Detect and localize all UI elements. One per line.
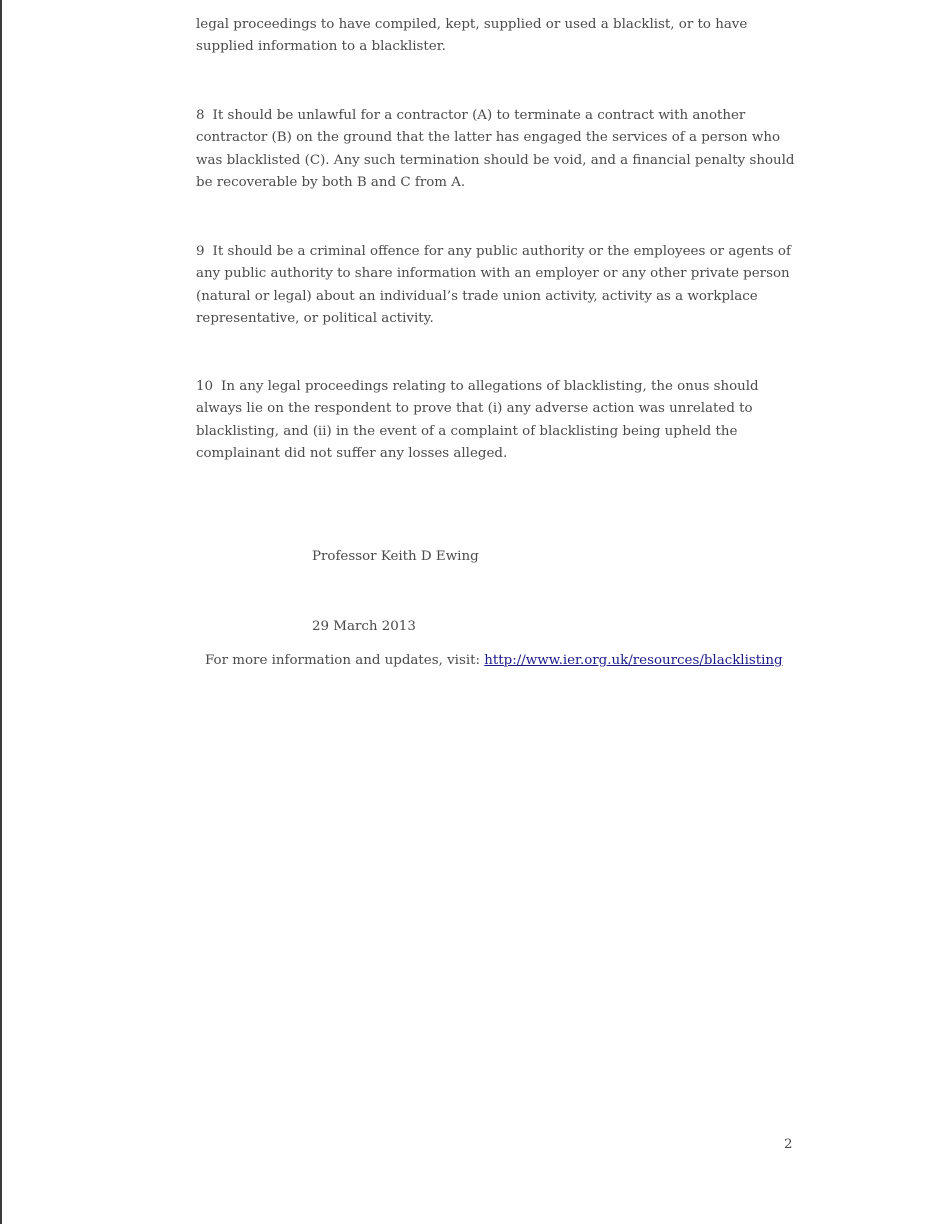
- signature-date: 29 March 2013: [312, 619, 416, 634]
- paragraph-text: It should be a criminal offence for any public authority or the employees or agents of any public authority to share information with an employer or any other private person (natural or legal) about an individual’s trade union activity, activity as a workplace representative, or political activity.: [196, 244, 791, 326]
- paragraph-10: [196, 376, 796, 465]
- paragraph-text: In any legal proceedings relating to allegations of blacklisting, the onus should always lie on the respondent to prove that (i) any adverse action was unrelated to blacklisting, and (ii) in the event of a complaint of blacklisting being upheld the complainant did not suffer any losses alleged.: [196, 379, 759, 461]
- paragraph-9: [196, 241, 796, 330]
- paragraph-number: 9: [196, 244, 205, 259]
- paragraph-number: 10: [196, 379, 214, 394]
- page-number: 2: [784, 1137, 793, 1152]
- footer-label: For more information and updates, visit:: [205, 653, 481, 668]
- page-left-border: [0, 0, 2, 1224]
- footer-info: [205, 650, 783, 672]
- signature-name: Professor Keith D Ewing: [312, 549, 479, 564]
- paragraph-8: [196, 105, 796, 194]
- continuation-paragraph: legal proceedings to have compiled, kept, supplied or used a blacklist, or to have supplied information to a blacklister.: [196, 17, 748, 55]
- paragraph-number: 8: [196, 108, 205, 123]
- footer-link[interactable]: http://www.ier.org.uk/resources/blacklisting: [484, 653, 783, 668]
- paragraph-text: It should be unlawful for a contractor (A) to terminate a contract with another contractor (B) on the ground that the latter has engaged the services of a person who was blacklisted (C). Any such termination should be void, and a financial penalty should be recoverable by both B and C from A.: [196, 108, 795, 190]
